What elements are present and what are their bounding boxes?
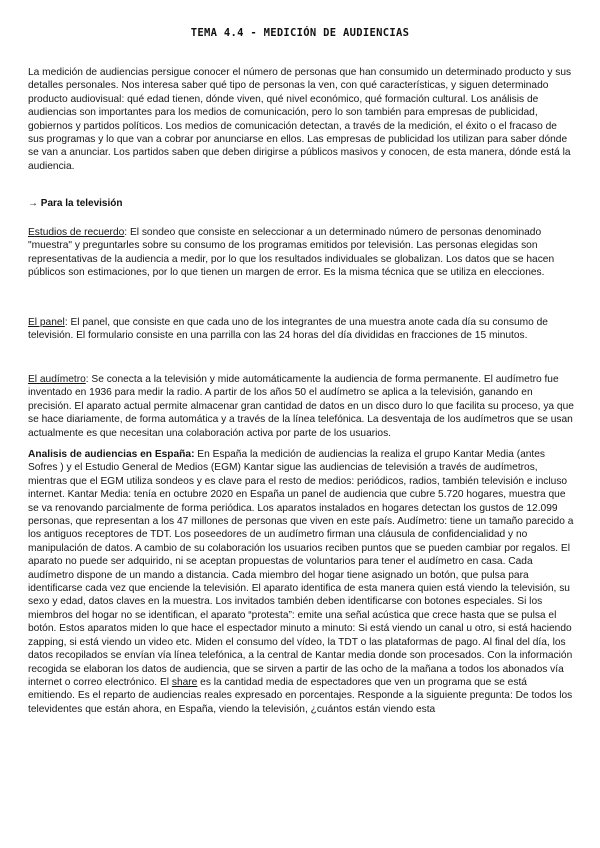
section-heading-tv: → Para la televisión (28, 198, 123, 209)
text-analisis-b: es la cantidad media de espectadores que ven un programa que se está emitiendo. Es el reparto de audiencias reales expresado en porcentajes. Responde a la siguiente pregunta: De todos los televidentes que están ahora, en España, viendo la televisión, ¿cuántos están viendo esta (28, 676, 573, 715)
text-estudios: : El sondeo que consiste en seleccionar a un determinado número de personas denominado "muestra" y preguntarles sobre su consumo de los programas emitidos por televisión. Las personas elegidas son representativas de la audiencia a medir, por lo que los resultados individuales se globalizan. Los datos que se hacen públicos son estimaciones, por lo que tienen un margen de error. Es la misma técnica que se utiliza en elecciones. (28, 227, 555, 279)
term-estudios: Estudios de recuerdo (28, 227, 125, 238)
text-analisis-a: En España la medición de audiencias la realiza el grupo Kantar Media (antes Sofres ) y el Estudio General de Medios (EGM) Kantar sigue las audiencias de televisión a través de audímetros, mientras que el EGM utiliza sondeos y es clave para el resto de medios: periódicos, radios, también televisión e incluso internet. Kantar Media: tenía en octubre 2020 en España un panel de audiencia que cubre 5.720 hogares, muestra que se va renovando parcialmente de forma periódica. Los aparatos instalados en hogares detectan los gustos de 12.099 personas, que representan a los 47 millones de personas que viven en este país. Audímetro: tiene un tamaño parecido a los antiguos receptores de TDT. Los poseedores de un audímetro firman una cláusula de confidencialidad y no manipulación de datos. A cambio de su colaboración los usuarios reciben puntos que se pueden cambiar por regalos. El aparato no puede ser adquirido, ni se aceptan propuestas de voluntarios para tener el audímetro en casa. Cada audímetro dispone de un mando a distancia. Cada miembro del hogar tiene asignado un botón, que pulsa para identificarse cada vez que enciende la televisión. El aparato identifica de esta manera quien está viendo la televisión, su sexo y edad, datos claves en la muestra. Los invitados también deben identificarse con botones especiales. Si los miembros del hogar no se identifican, el aparato “protesta”: emite una señal acústica que crece hasta que se pulsa el botón. Estos aparatos miden lo que hace el espectador minuto a minuto: Si está viendo un canal u otro, si está haciendo zapping, si está viendo un video etc. Miden el consumo del vídeo, la TDT o las plataformas de pago. Al final del día, los datos recopilados se envían vía línea telefónica, a la central de Kantar media donde son procesados. Con la información recogida se elaboran los datos de audiencia, que se sirven a partir de las ocho de la mañana a todos los abonados vía internet o correo electrónico. El (28, 449, 574, 688)
paragraph-audimetro (28, 373, 574, 440)
paragraph-analisis (28, 448, 574, 716)
page-title: TEMA 4.4 - MEDICIÓN DE AUDIENCIAS (190, 27, 410, 39)
term-share: share (171, 676, 198, 688)
term-panel: El panel (28, 317, 65, 328)
term-analisis: Analisis de audiencias en España: (28, 449, 195, 460)
intro-paragraph: La medición de audiencias persigue conocer el número de personas que han consumido un determinado producto y sus detalles personales. Nos interesa saber qué tipo de personas la ven, con qué características, y siguen determinado producto audiovisual: qué edad tienen, dónde viven, qué nivel económico, qué formación cultural. Los análisis de audiencias son importantes para los medios de comunicación, pero lo son también para empresas de publicidad, gobiernos y partidos políticos. Los medios de comunicación detectan, a través de la medición, el éxito o el fracaso de sus programas y lo que van a cobrar por anunciarse en ellos. Las empresas de publicidad los utilizan para saber dónde se van a anunciar. Los partidos saben que deben dirigirse a públicos masivos y conocen, de esta manera, dónde está la audiencia. (28, 67, 572, 172)
text-audimetro: : Se conecta a la televisión y mide automáticamente la audiencia de forma permanente. El audímetro fue inventado en 1936 para medir la radio. A partir de los años 50 el audímetro se aplica a la televisión, ganando en precisión. El aparato actual permite almacenar gran cantidad de datos en un disco duro lo que facilita su proceso, ya que se hace diariamente, de forma automática y a través de la línea telefónica. La desventaja de los audímetros que se usan actualmente es que necesitan una colaboración activa por parte de los usuarios. (28, 374, 574, 439)
paragraph-estudios (28, 226, 574, 280)
text-panel: : El panel, que consiste en que cada uno de los integrantes de una muestra anote cada día su consumo de televisión. El formulario consiste en una parrilla con las 24 horas del día divididas en fracciones de 15 minutos. (28, 317, 548, 342)
term-audimetro: El audímetro (28, 374, 86, 385)
paragraph-panel (28, 316, 574, 343)
